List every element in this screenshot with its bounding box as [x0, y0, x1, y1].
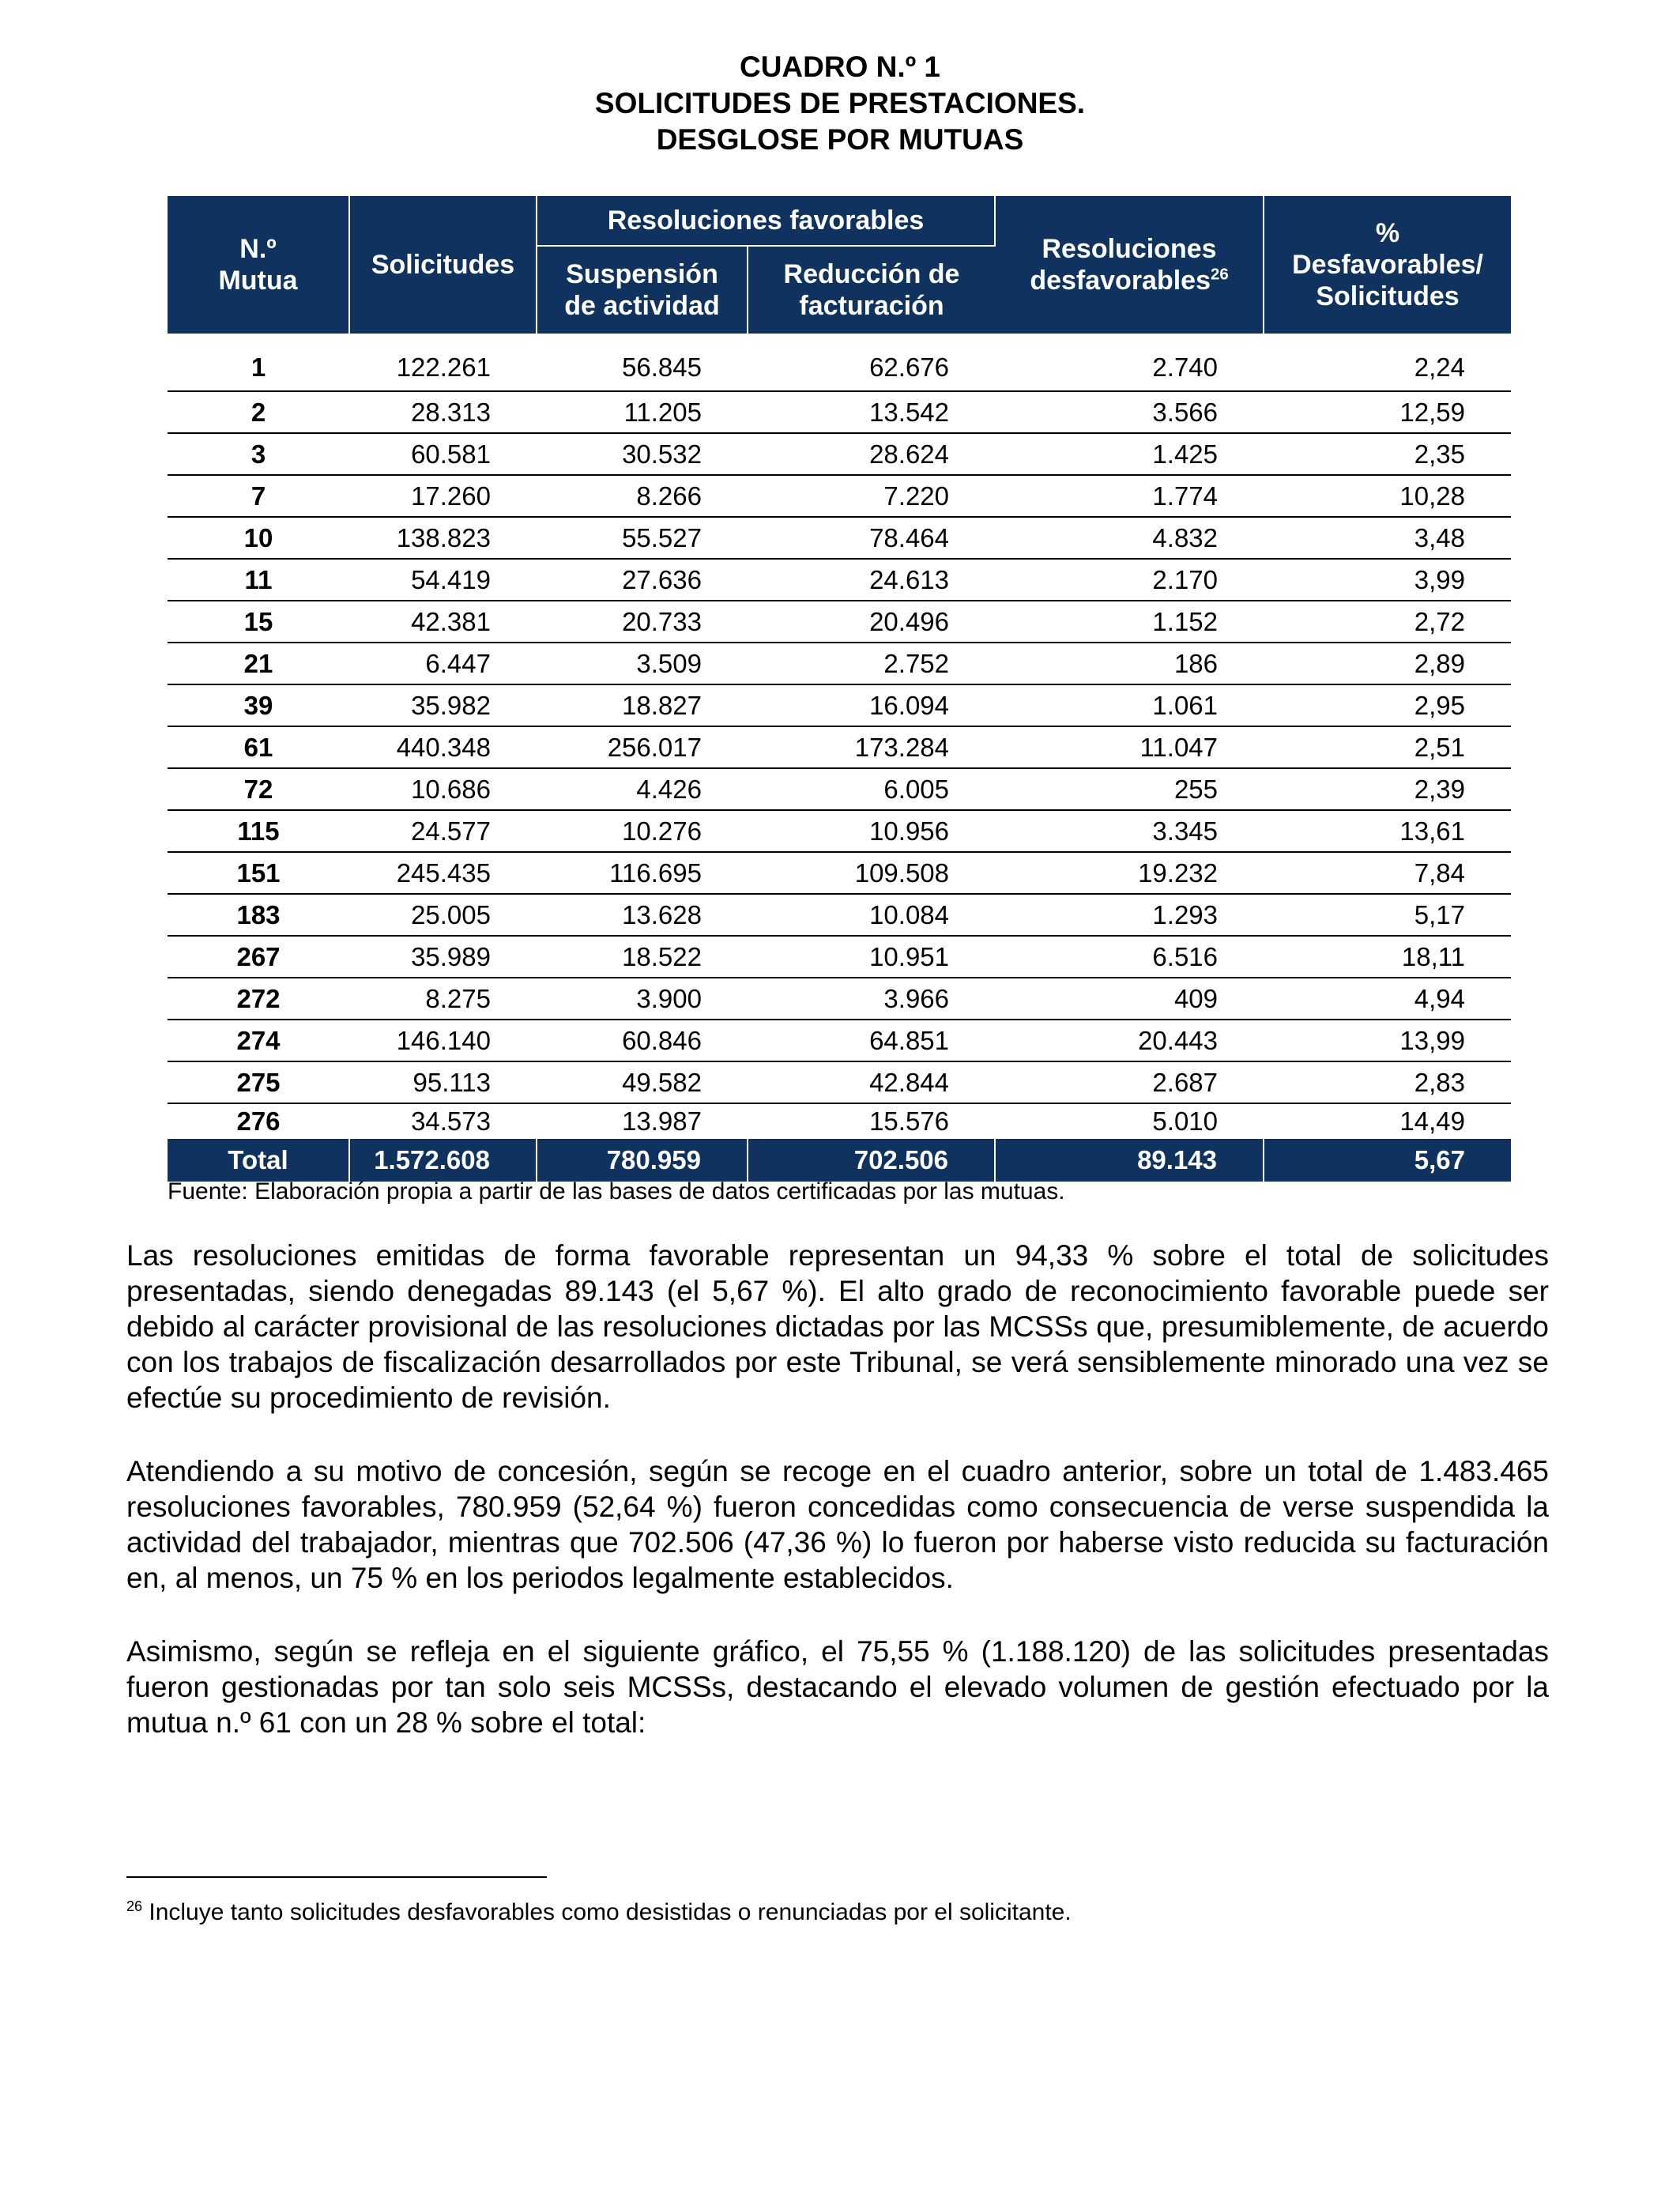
table-title-line2: SOLICITUDES DE PRESTACIONES.	[594, 87, 1086, 119]
cell-desfavorables: 186	[995, 643, 1264, 684]
footnote	[126, 1898, 1072, 1927]
total-solicitudes: 1.572.608	[349, 1139, 537, 1182]
total-porcentaje: 5,67	[1264, 1139, 1511, 1182]
table-row	[168, 936, 1511, 978]
cell-suspension: 3.900	[537, 978, 748, 1020]
table-row	[168, 894, 1511, 936]
cell-reduccion: 109.508	[748, 852, 995, 894]
cell-mutua: 7	[168, 475, 349, 517]
footnote-number: 26	[126, 1898, 143, 1914]
header-resoluciones-favorables: Resoluciones favorables	[537, 196, 995, 246]
table-row	[168, 559, 1511, 601]
cell-reduccion: 24.613	[748, 559, 995, 601]
cell-reduccion: 2.752	[748, 643, 995, 684]
cell-suspension: 13.987	[622, 1106, 702, 1136]
table-title-line3: DESGLOSE POR MUTUAS	[656, 123, 1024, 156]
cell-mutua: 39	[168, 684, 349, 726]
cell-solicitudes: 60.581	[349, 433, 537, 475]
cell-solicitudes: 42.381	[349, 601, 537, 643]
cell-suspension: 56.845	[537, 334, 748, 391]
total-row	[168, 1139, 1511, 1182]
table-row	[168, 1103, 1511, 1139]
cell-porcentaje: 3,99	[1264, 559, 1511, 601]
cell-porcentaje: 12,59	[1264, 391, 1511, 433]
table-row	[168, 334, 1511, 391]
cell-suspension: 116.695	[537, 852, 748, 894]
cell-reduccion: 16.094	[748, 684, 995, 726]
cell-desfavorables: 1.152	[995, 601, 1264, 643]
cell-mutua: 2	[168, 391, 349, 433]
cell-desfavorables: 1.293	[995, 894, 1264, 936]
cell-reduccion: 20.496	[748, 601, 995, 643]
table-row	[168, 978, 1511, 1020]
cell-suspension: 27.636	[537, 559, 748, 601]
cell-reduccion: 6.005	[748, 768, 995, 810]
cell-reduccion: 7.220	[748, 475, 995, 517]
cell-solicitudes: 146.140	[349, 1020, 537, 1061]
cell-solicitudes: 95.113	[349, 1061, 537, 1103]
header-suspension: Suspensión de actividad	[537, 246, 748, 334]
cell-mutua: 274	[168, 1020, 349, 1061]
paragraph: Atendiendo a su motivo de concesión, según se recoge en el cuadro anterior, sobre un total de 1.483.465 resoluciones favorables, 780.959 (52,64 %) fueron concedidas como consecuencia de verse suspendida la actividad del trabajador, mientras que 702.506 (47,36 %) lo fueron por haberse visto reducida su facturación en, al menos, un 75 % en los periodos legalmente establecidos.	[126, 1455, 1549, 1594]
table-row	[168, 601, 1511, 643]
cell-porcentaje: 2,89	[1264, 643, 1511, 684]
table-row	[168, 433, 1511, 475]
total-desfavorables: 89.143	[995, 1139, 1264, 1182]
cell-suspension: 3.509	[537, 643, 748, 684]
table-source-note: Fuente: Elaboración propia a partir de las bases de datos certificadas por las mutuas.	[168, 1178, 1065, 1204]
cell-solicitudes: 245.435	[349, 852, 537, 894]
cell-mutua: 276	[236, 1106, 281, 1136]
cell-solicitudes: 8.275	[349, 978, 537, 1020]
cell-porcentaje: 13,61	[1264, 810, 1511, 852]
cell-suspension: 256.017	[537, 726, 748, 768]
cell-porcentaje: 2,95	[1264, 684, 1511, 726]
cell-porcentaje: 5,17	[1264, 894, 1511, 936]
cell-reduccion: 10.956	[748, 810, 995, 852]
table-row	[168, 1020, 1511, 1061]
cell-suspension: 13.628	[537, 894, 748, 936]
footnote-separator	[126, 1876, 547, 1878]
cell-mutua: 267	[168, 936, 349, 978]
cell-porcentaje: 14,49	[1399, 1106, 1466, 1136]
cell-reduccion: 64.851	[748, 1020, 995, 1061]
cell-solicitudes: 28.313	[349, 391, 537, 433]
body-text	[126, 1238, 1549, 1778]
cell-mutua: 15	[168, 601, 349, 643]
header-porcentaje: % Desfavorables/ Solicitudes	[1264, 196, 1511, 334]
cell-reduccion: 62.676	[748, 334, 995, 391]
cell-reduccion: 10.951	[748, 936, 995, 978]
table-row	[168, 475, 1511, 517]
cell-porcentaje: 2,35	[1264, 433, 1511, 475]
cell-desfavorables: 2.740	[995, 334, 1264, 391]
cell-porcentaje: 3,48	[1264, 517, 1511, 559]
cell-solicitudes: 25.005	[349, 894, 537, 936]
cell-mutua: 72	[168, 768, 349, 810]
cell-desfavorables: 1.061	[995, 684, 1264, 726]
table-row	[168, 517, 1511, 559]
cell-desfavorables: 19.232	[995, 852, 1264, 894]
header-reduccion: Reducción de facturación	[748, 246, 995, 334]
cell-desfavorables: 5.010	[1152, 1106, 1219, 1136]
cell-porcentaje: 13,99	[1264, 1020, 1511, 1061]
cell-mutua: 1	[168, 334, 349, 391]
header-resoluciones-desfavorables: Resoluciones desfavorables$^{26}$	[995, 196, 1264, 334]
cell-solicitudes: 35.989	[349, 936, 537, 978]
cell-reduccion: 42.844	[748, 1061, 995, 1103]
cell-suspension: 11.205	[537, 391, 748, 433]
cell-desfavorables: 1.425	[995, 433, 1264, 475]
cell-mutua: 151	[168, 852, 349, 894]
cell-suspension: 55.527	[537, 517, 748, 559]
cell-solicitudes: 6.447	[349, 643, 537, 684]
cell-mutua: 61	[168, 726, 349, 768]
table-row	[168, 852, 1511, 894]
cell-mutua: 183	[168, 894, 349, 936]
cell-solicitudes: 440.348	[349, 726, 537, 768]
footnote-ref: 26	[1211, 266, 1229, 284]
table-title-line1: CUADRO N.º 1	[739, 51, 941, 83]
cell-porcentaje: 7,84	[1264, 852, 1511, 894]
cell-mutua: 115	[168, 810, 349, 852]
cell-solicitudes: 35.982	[349, 684, 537, 726]
table-title-block	[0, 49, 1680, 158]
cell-suspension: 10.276	[537, 810, 748, 852]
table-row	[168, 684, 1511, 726]
cell-reduccion: 3.966	[748, 978, 995, 1020]
cell-suspension: 8.266	[537, 475, 748, 517]
cell-mutua: 11	[168, 559, 349, 601]
cell-reduccion: 10.084	[748, 894, 995, 936]
cell-suspension: 49.582	[537, 1061, 748, 1103]
table-row	[168, 391, 1511, 433]
cell-porcentaje: 2,51	[1264, 726, 1511, 768]
cell-suspension: 60.846	[537, 1020, 748, 1061]
table-row	[168, 1061, 1511, 1103]
cell-desfavorables: 1.774	[995, 475, 1264, 517]
table-row	[168, 810, 1511, 852]
header-solicitudes: Solicitudes	[349, 196, 537, 334]
cell-solicitudes: 34.573	[411, 1106, 491, 1136]
paragraph: Asimismo, según se refleja en el siguiente gráfico, el 75,55 % (1.188.120) de las solicitudes presentadas fueron gestionadas por tan solo seis MCSSs, destacando el elevado volumen de gestión efectuado por la mutua n.º 61 con un 28 % sobre el total:	[126, 1635, 1549, 1739]
cell-reduccion: 15.576	[869, 1106, 950, 1136]
cell-porcentaje: 2,24	[1264, 334, 1511, 391]
cell-mutua: 21	[168, 643, 349, 684]
cell-porcentaje: 18,11	[1264, 936, 1511, 978]
cell-mutua: 275	[168, 1061, 349, 1103]
total-reduccion: 702.506	[748, 1139, 995, 1182]
cell-desfavorables: 11.047	[995, 726, 1264, 768]
cell-mutua: 3	[168, 433, 349, 475]
cell-mutua: 272	[168, 978, 349, 1020]
cell-reduccion: 173.284	[748, 726, 995, 768]
cell-desfavorables: 2.687	[995, 1061, 1264, 1103]
cell-solicitudes: 138.823	[349, 517, 537, 559]
cell-suspension: 20.733	[537, 601, 748, 643]
total-label: Total	[168, 1139, 349, 1182]
cell-suspension: 18.827	[537, 684, 748, 726]
cell-suspension: 18.522	[537, 936, 748, 978]
cell-solicitudes: 54.419	[349, 559, 537, 601]
cell-solicitudes: 10.686	[349, 768, 537, 810]
cell-suspension: 4.426	[537, 768, 748, 810]
cell-reduccion: 78.464	[748, 517, 995, 559]
cell-desfavorables: 3.566	[995, 391, 1264, 433]
total-suspension: 780.959	[537, 1139, 748, 1182]
paragraph: Las resoluciones emitidas de forma favorable representan un 94,33 % sobre el total de solicitudes presentadas, siendo denegadas 89.143 (el 5,67 %). El alto grado de reconocimiento favorable puede ser debido al carácter provisional de las resoluciones dictadas por las MCSSs que, presumiblemente, de acuerdo con los trabajos de fiscalización desarrollados por este Tribunal, se verá sensiblemente minorado una vez se efectúe su procedimiento de revisión.	[126, 1239, 1549, 1414]
cell-solicitudes: 24.577	[349, 810, 537, 852]
cell-porcentaje: 2,39	[1264, 768, 1511, 810]
cell-porcentaje: 2,83	[1264, 1061, 1511, 1103]
cell-reduccion: 28.624	[748, 433, 995, 475]
table-body	[168, 334, 1511, 1139]
cell-desfavorables: 6.516	[995, 936, 1264, 978]
header-mutua: N.º Mutua	[168, 196, 349, 334]
cell-solicitudes: 122.261	[349, 334, 537, 391]
cell-desfavorables: 409	[995, 978, 1264, 1020]
cell-porcentaje: 10,28	[1264, 475, 1511, 517]
cell-suspension: 30.532	[537, 433, 748, 475]
cell-desfavorables: 20.443	[995, 1020, 1264, 1061]
cell-solicitudes: 17.260	[349, 475, 537, 517]
table-row	[168, 726, 1511, 768]
cell-mutua: 10	[168, 517, 349, 559]
cell-desfavorables: 3.345	[995, 810, 1264, 852]
cell-porcentaje: 2,72	[1264, 601, 1511, 643]
table-row	[168, 768, 1511, 810]
footnote-text: Incluye tanto solicitudes desfavorables como desistidas o renunciadas por el solicitante.	[142, 1899, 1072, 1925]
requests-table	[168, 196, 1511, 1182]
cell-desfavorables: 4.832	[995, 517, 1264, 559]
cell-desfavorables: 2.170	[995, 559, 1264, 601]
cell-reduccion: 13.542	[748, 391, 995, 433]
cell-porcentaje: 4,94	[1264, 978, 1511, 1020]
table-row	[168, 643, 1511, 684]
cell-desfavorables: 255	[995, 768, 1264, 810]
